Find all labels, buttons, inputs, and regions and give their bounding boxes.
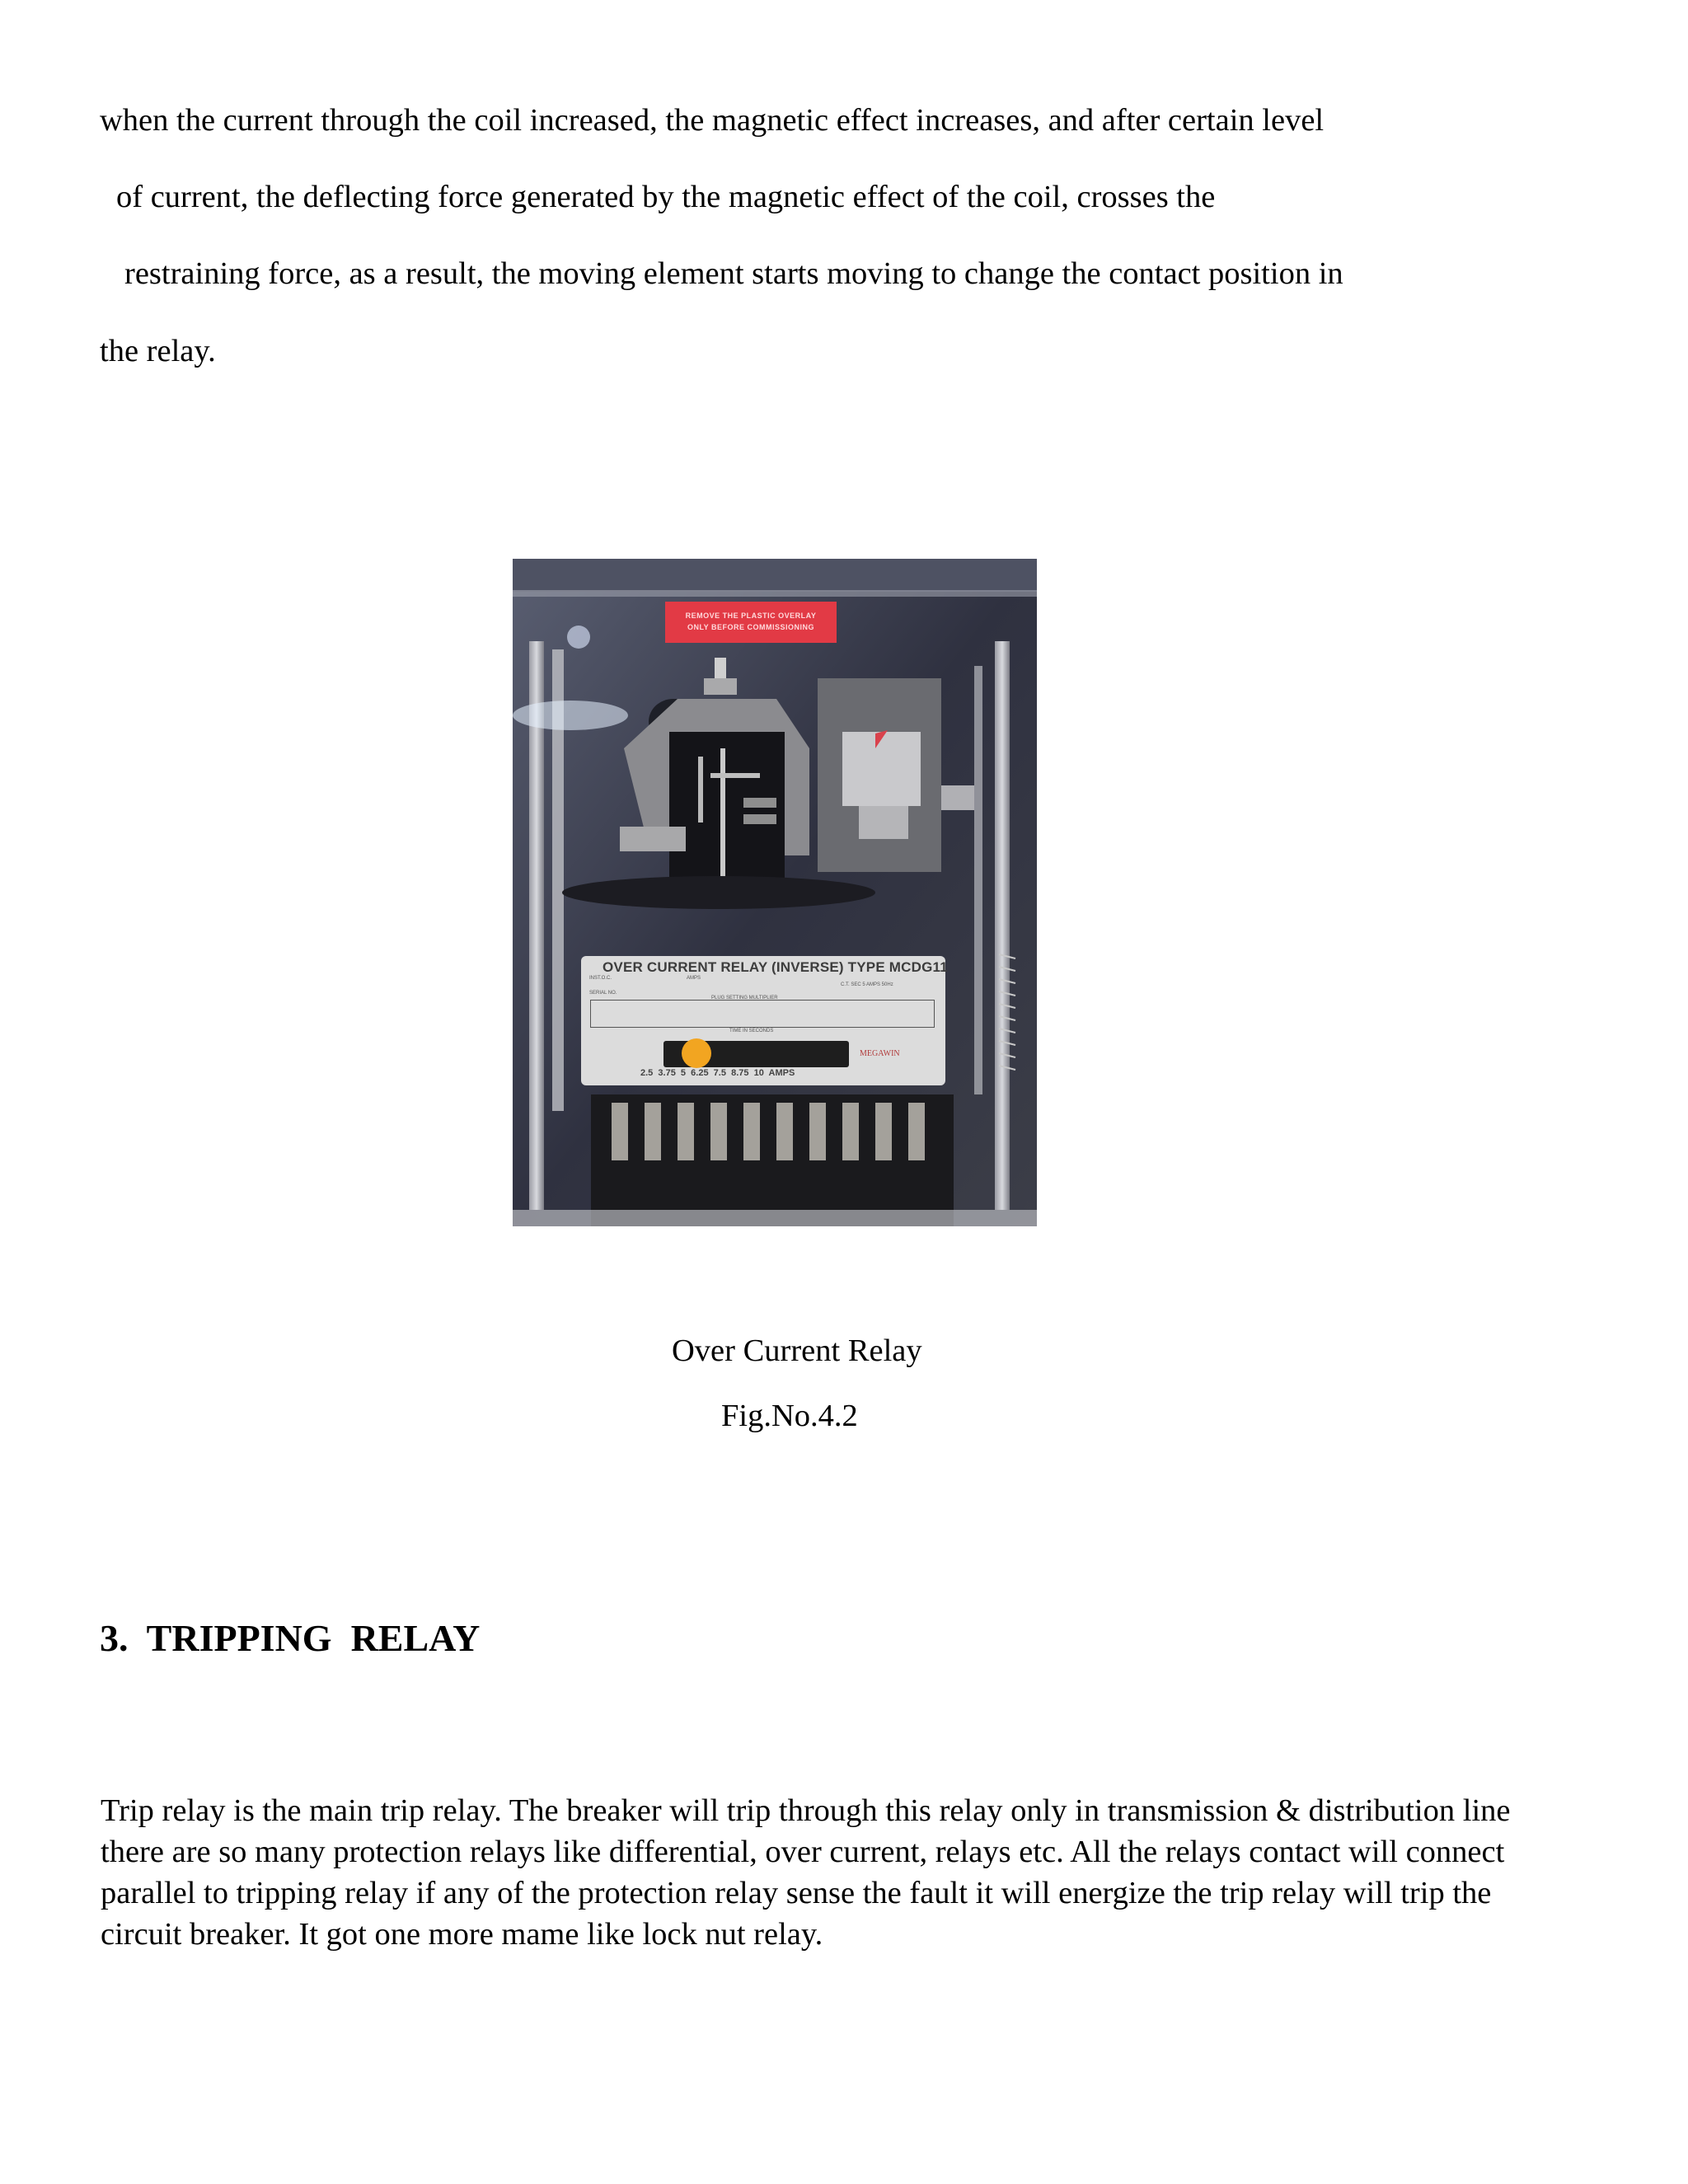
figure-number: Fig.No.4.2 — [721, 1399, 858, 1433]
body-text-line: there are so many protection relays like differential, over current, relays etc. All the relays contact will connect — [101, 1835, 1505, 1869]
warning-label-line: REMOVE THE PLASTIC OVERLAY — [685, 612, 817, 620]
body-text-line: the relay. — [100, 334, 216, 368]
relay-nameplate — [581, 956, 948, 1085]
figure-caption: Over Current Relay — [672, 1333, 922, 1368]
relay-photo — [513, 559, 1037, 1226]
nameplate-serial: SERIAL NO. — [589, 991, 617, 996]
body-text-line: when the current through the coil increased, the magnetic effect increases, and after certain level — [100, 103, 1325, 138]
section-paragraph — [101, 1790, 1584, 1955]
nameplate-title: OVER CURRENT RELAY (INVERSE) TYPE MCDG11 — [603, 959, 948, 975]
warning-label — [665, 602, 837, 643]
warning-label-line: ONLY BEFORE COMMISSIONING — [687, 623, 815, 631]
body-text-line: circuit breaker. It got one more mame like lock nut relay. — [101, 1917, 823, 1952]
relay-photo-illustration — [513, 559, 1037, 1226]
amps-scale: 2.5 3.75 5 6.25 7.5 8.75 10 AMPS — [640, 1068, 795, 1078]
body-text-line: Trip relay is the main trip relay. The breaker will trip through this relay only in transmission & distribution line — [101, 1793, 1511, 1828]
nameplate-psm: PLUG SETTING MULTIPLIER — [711, 996, 778, 1001]
body-text-line: restraining force, as a result, the moving element starts moving to change the contact position in — [124, 256, 1343, 291]
section-heading: 3. TRIPPING RELAY — [100, 1617, 481, 1659]
body-text-line: parallel to tripping relay if any of the protection relay sense the fault it will energize the trip relay will trip the — [101, 1876, 1492, 1910]
setting-knob — [682, 1038, 711, 1068]
nameplate-inst: INST.O.C. — [589, 976, 612, 981]
nameplate-ct: C.T. SEC 5 AMPS 50Hz — [841, 982, 893, 987]
nameplate-amps: AMPS — [687, 976, 701, 981]
body-text-line: of current, the deflecting force generated by the magnetic effect of the coil, crosses the — [116, 180, 1216, 214]
brand-logo: MEGAWIN — [860, 1049, 900, 1058]
nameplate-scale — [590, 1000, 935, 1028]
nameplate-tms: TIME IN SECONDS — [729, 1029, 774, 1033]
